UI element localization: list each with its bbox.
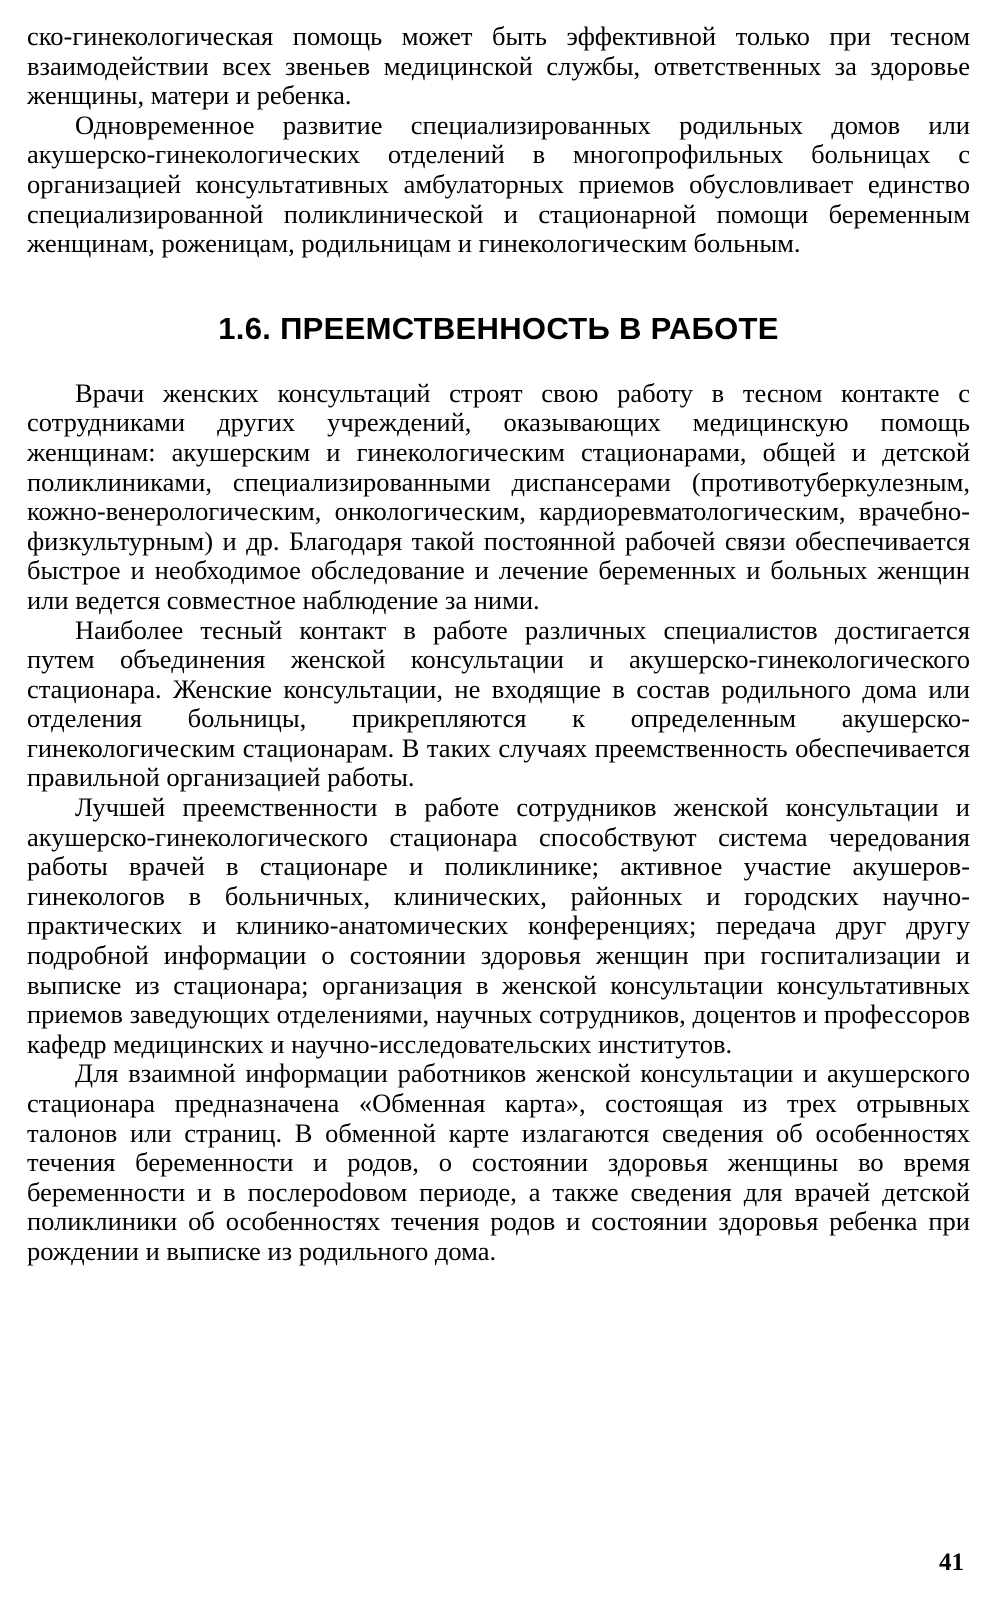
paragraph-best-continuity: Лучшей преемственности в работе сотрудников женской консультации и акушерско-гинекологического стационара способствуют система чередования работы врачей в стационаре и поликлинике; активное участие акушеров-гинекологов в больничных, клинических, районных и городских научно-практических и клинико-анатомических конференциях; передача друг другу подробной информации о состоянии здоровья женщин при госпитализации и выписке из стационара; организация в женской консультации консультативных приемов заведующих отделениями, научных сотрудников, доцентов и профессоров кафедр медицинских и научно-исследовательских институтов. xyxy=(27,792,970,1059)
section-title: 1.6. ПРЕЕМСТВЕННОСТЬ В РАБОТЕ xyxy=(218,310,779,346)
paragraph-close-contact: Наиболее тесный контакт в работе различных специалистов достигается путем объединения женской консультации и акушерско-гинекологического стационара. Женские консультации, не входящие в состав родильного дома или отделения больницы, прикрепляются к определенным акушерско-гинекологическим стационарам. В таких случаях преемственность обеспечивается правильной организацией работы. xyxy=(27,614,970,793)
page-content xyxy=(27,22,970,1267)
paragraph-exchange-card: Для взаимной информации работников женской консультации и акушерского стационара предназначена «Обменная карта», состоящая из трех отрывных талонов или страниц. В обменной карте излагаются сведения об особенностях течения беременности и родов, о состоянии здоровья женщины во время беременности и в послероdовом периоде, а также сведения для врачей детской поликлиники об особенностях течения родов и состоянии здоровья ребенка при рождении и выписке из родильного дома. xyxy=(27,1058,970,1266)
page-number: 41 xyxy=(939,1549,964,1576)
paragraph-doctors-contact: Врачи женских консультаций строят свою работу в тесном контакте с сотрудниками других учреждений, оказывающих медицинскую помощь женщинам: акушерским и гинекологическим стационарами, общей и детской поликлиниками, специализированными диспансерами (противотуберкулезным, кожно-венерологическим, онкологическим, кардиоревматологическим, врачебно-физкультурным) и др. Благодаря такой постоянной рабочей связи обеспечивается быстрое и необходимое обследование и лечение беременных и больных женщин или ведется совместное наблюдение за ними. xyxy=(27,377,970,615)
paragraph-specialized-care: Одновременное развитие специализированных родильных домов или акушерско-гинекологических отделений в многопрофильных больницах с организацией консультативных амбулаторных приемов обусловливает единство специализированной поликлинической и стационарной помощи беременным женщинам, роженицам, родильницам и гинекологическим больным. xyxy=(27,109,970,259)
paragraph-continuation: ско-гинекологическая помощь может быть эффективной только при тесном взаимодействии всех звеньев медицинской службы, ответственных за здоровье женщины, матери и ребенка. xyxy=(27,21,970,111)
